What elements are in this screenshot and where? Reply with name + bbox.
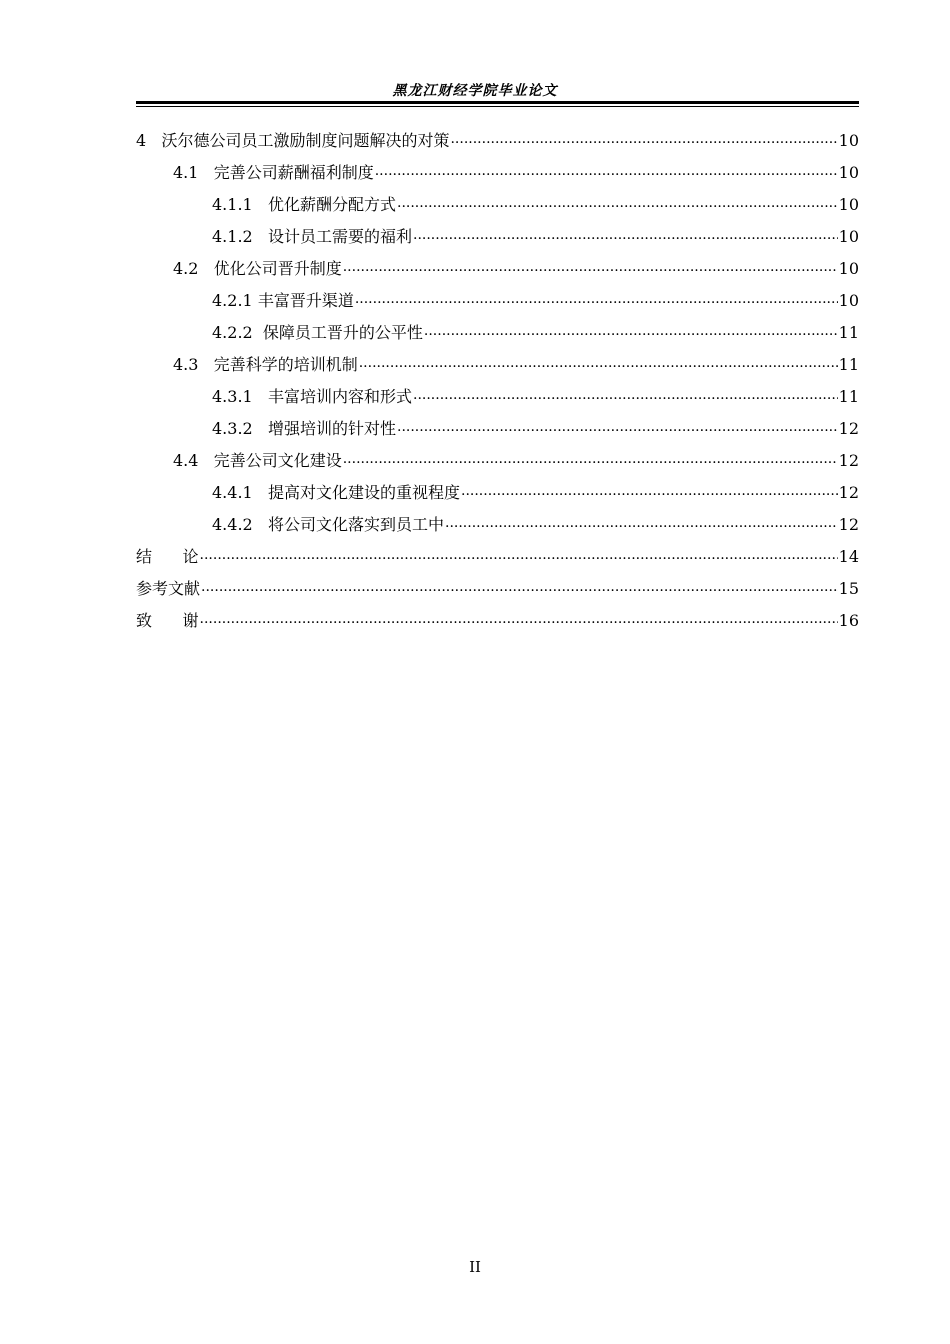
toc-entry-number: 4.3.1 <box>212 387 253 406</box>
toc-entry-page: 10 <box>838 291 859 310</box>
toc-dot-leader <box>359 350 838 376</box>
toc-entry-title: 完善科学的培训机制 <box>213 355 358 374</box>
toc-entry-title: 丰富培训内容和形式 <box>267 387 412 406</box>
toc-dot-leader <box>413 222 838 248</box>
toc-entry-page: 10 <box>838 163 859 182</box>
toc-entry-number: 4.3 <box>173 355 199 374</box>
toc-entry-title: 提高对文化建设的重视程度 <box>267 483 460 502</box>
header-rule-thick <box>136 101 859 104</box>
toc-entry-gap <box>198 256 213 282</box>
toc-entry-gap <box>198 160 213 186</box>
toc-entry[interactable] <box>136 506 859 538</box>
toc-entry[interactable] <box>136 346 859 378</box>
toc-entry[interactable] <box>136 314 859 346</box>
toc-entry-number: 4.3.2 <box>212 419 253 438</box>
toc-entry[interactable] <box>136 442 859 474</box>
toc-entry-title: 丰富晋升渠道 <box>257 291 354 310</box>
toc-entry-page: 11 <box>838 387 859 406</box>
toc-entry-page: 12 <box>838 515 859 534</box>
toc-entry-gap <box>146 128 161 154</box>
toc-entry-number: 4.2.1 <box>212 291 253 310</box>
footer-page-number: II <box>469 1258 481 1276</box>
toc-entry-title: 设计员工需要的福利 <box>267 227 412 246</box>
toc-entry-title: 优化公司晋升制度 <box>213 259 342 278</box>
toc-dot-leader <box>200 606 838 632</box>
toc-entry-number: 4.4.1 <box>212 483 253 502</box>
toc-dot-leader <box>343 254 838 280</box>
toc-entry-page: 10 <box>838 259 859 278</box>
toc-entry[interactable] <box>136 602 859 634</box>
toc-entry-title: 增强培训的针对性 <box>267 419 396 438</box>
toc-entry-page: 11 <box>838 355 859 374</box>
toc-entry-number: 4.1.2 <box>212 227 253 246</box>
toc-entry-gap <box>198 352 213 378</box>
toc-dot-leader <box>201 574 838 600</box>
toc-entry-page: 10 <box>838 131 859 150</box>
toc-dot-leader <box>445 510 838 536</box>
toc-entry-gap <box>253 480 268 506</box>
table-of-contents <box>136 122 859 634</box>
toc-dot-leader <box>450 126 837 152</box>
toc-entry-page: 11 <box>838 323 859 342</box>
toc-entry[interactable] <box>136 538 859 570</box>
toc-entry-title: 沃尔德公司员工激励制度问题解决的对策 <box>161 131 450 150</box>
toc-entry-number: 4.4 <box>173 451 199 470</box>
toc-dot-leader <box>413 382 838 408</box>
toc-entry-title: 保障员工晋升的公平性 <box>262 323 423 342</box>
toc-entry[interactable] <box>136 378 859 410</box>
toc-entry-page: 14 <box>838 547 859 566</box>
toc-dot-leader <box>397 190 838 216</box>
toc-entry-gap <box>253 192 268 218</box>
toc-entry-title: 优化薪酬分配方式 <box>267 195 396 214</box>
toc-entry-gap <box>253 320 263 346</box>
running-header-title: 黑龙江财经学院毕业论文 <box>392 83 558 99</box>
toc-entry[interactable] <box>136 154 859 186</box>
toc-entry[interactable] <box>136 186 859 218</box>
toc-entry-title: 完善公司文化建设 <box>213 451 342 470</box>
toc-dot-leader <box>461 478 838 504</box>
toc-entry-page: 10 <box>838 227 859 246</box>
toc-entry-page: 12 <box>838 451 859 470</box>
toc-entry-page: 16 <box>838 611 859 630</box>
toc-entry[interactable] <box>136 122 859 154</box>
toc-dot-leader <box>343 446 838 472</box>
toc-entry-page: 10 <box>838 195 859 214</box>
toc-entry[interactable] <box>136 218 859 250</box>
toc-entry-gap <box>198 448 213 474</box>
toc-entry-number: 4.1.1 <box>212 195 253 214</box>
toc-entry-gap <box>253 224 268 250</box>
toc-entry-page: 12 <box>838 419 859 438</box>
toc-entry-gap <box>253 384 268 410</box>
toc-entry-number: 4.2 <box>173 259 199 278</box>
toc-entry-gap <box>253 416 268 442</box>
toc-dot-leader <box>200 542 838 568</box>
toc-entry-title: 结 论 <box>136 547 199 566</box>
toc-dot-leader <box>355 286 838 312</box>
toc-entry-title: 致 谢 <box>136 611 199 630</box>
toc-entry[interactable] <box>136 410 859 442</box>
toc-entry-number: 4.4.2 <box>212 515 253 534</box>
toc-dot-leader <box>424 318 838 344</box>
toc-entry[interactable] <box>136 250 859 282</box>
toc-entry-page: 12 <box>838 483 859 502</box>
toc-entry-title: 完善公司薪酬福利制度 <box>213 163 374 182</box>
toc-entry-title: 将公司文化落实到员工中 <box>267 515 444 534</box>
header-rule-thin <box>136 106 859 107</box>
toc-entry-number: 4.2.2 <box>212 323 253 342</box>
toc-entry-number: 4 <box>136 131 147 150</box>
toc-entry[interactable] <box>136 282 859 314</box>
toc-entry-page: 15 <box>838 579 859 598</box>
toc-entry-number: 4.1 <box>173 163 199 182</box>
toc-entry-title: 参考文献 <box>136 579 201 598</box>
toc-entry[interactable] <box>136 570 859 602</box>
toc-entry[interactable] <box>136 474 859 506</box>
toc-dot-leader <box>397 414 838 440</box>
toc-dot-leader <box>375 158 838 184</box>
toc-entry-gap <box>253 512 268 538</box>
